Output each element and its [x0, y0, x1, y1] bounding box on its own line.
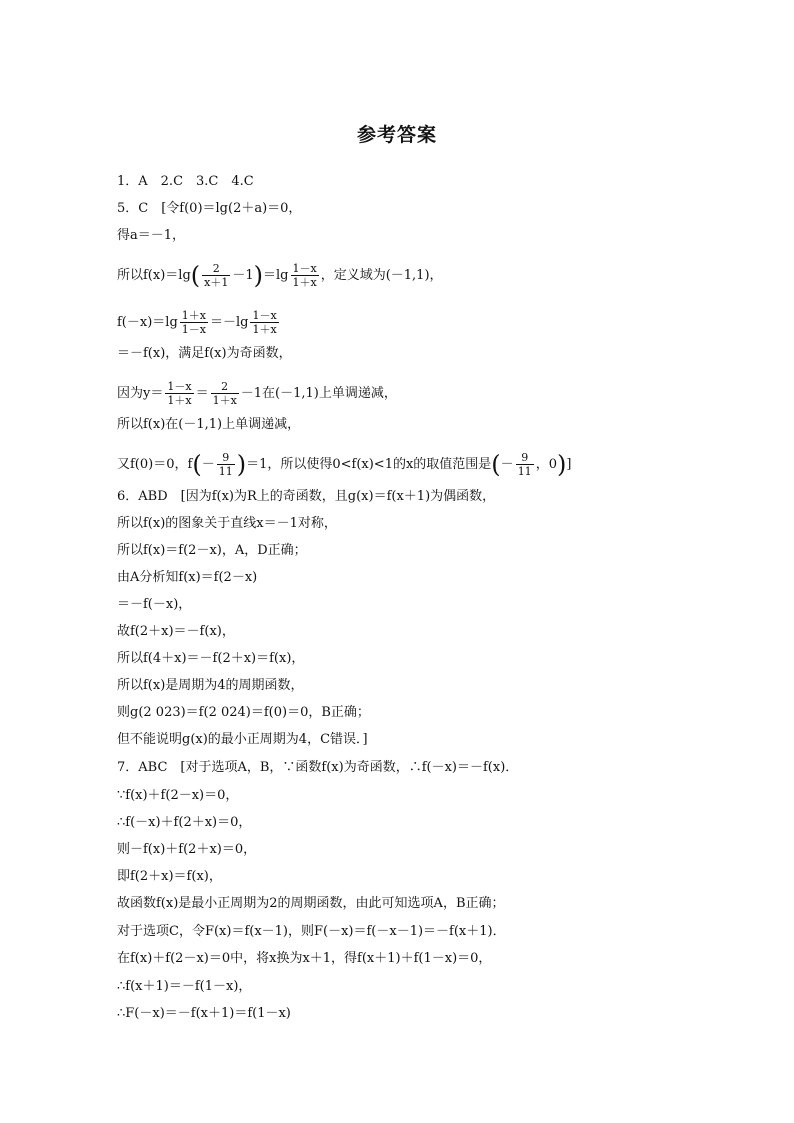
fraction [165, 380, 193, 407]
answer-line-28: ∴f(x＋1)＝－f(1－x)， [117, 979, 252, 994]
text: ，定义域为(－1,1)， [320, 268, 443, 283]
answer-line-4 [117, 262, 443, 289]
answer-line-9 [117, 451, 571, 478]
answer-line-16: 所以f(4＋x)＝－f(2＋x)＝f(x)， [117, 651, 305, 666]
numerator: 1－x [292, 262, 317, 275]
denominator: 1＋x [167, 394, 192, 407]
numerator: 1－x [252, 309, 277, 322]
numerator: 1－x [167, 380, 192, 393]
answer-line-2: 5．C [令f(0)＝lg(2＋a)＝0， [117, 201, 302, 216]
text: ＝ [195, 386, 209, 401]
fraction [202, 262, 230, 289]
answer-line-11: 所以f(x)的图象关于直线x＝－1对称， [117, 516, 337, 531]
denominator: 1－x [181, 323, 206, 336]
answer-line-19: 但不能说明g(x)的最小正周期为4，C错误．] [117, 732, 368, 747]
answer-line-10: 6．ABD [因为f(x)为R上的奇函数，且g(x)＝f(x＋1)为偶函数， [117, 489, 496, 504]
answer-line-29: ∴F(－x)＝－f(x＋1)＝f(1－x) [117, 1006, 291, 1021]
fraction [516, 451, 534, 478]
numerator: 1＋x [181, 309, 206, 322]
text: －1 [232, 268, 254, 283]
answer-line-3: 得a＝－1， [117, 228, 186, 243]
paren-open: ( [192, 450, 202, 479]
answer-line-15: 故f(2＋x)＝－f(x)， [117, 624, 235, 639]
answer-line-12: 所以f(x)＝f(2－x)，A，D正确； [117, 543, 307, 558]
numerator: 2 [211, 380, 239, 394]
paren-open: ( [491, 450, 501, 479]
paren-open: ( [190, 261, 201, 290]
fraction [291, 262, 319, 289]
answer-line-22: ∴f(－x)＋f(2＋x)＝0， [117, 815, 252, 830]
text: ，0 [535, 457, 557, 472]
paren-close: ) [253, 261, 264, 290]
answer-line-7 [117, 380, 397, 407]
denominator: 11 [218, 465, 233, 478]
text: ＝－lg [209, 315, 249, 330]
numerator: 9 [217, 451, 235, 465]
text: ＝1，所以使得0<f(x)<1的x的取值范围是 [246, 457, 492, 472]
text: － [201, 457, 215, 472]
denominator: x＋1 [204, 276, 229, 289]
answer-line-13: 由A分析知f(x)＝f(2－x) [117, 570, 258, 585]
denominator: 1＋x [292, 276, 317, 289]
text: f(－x)＝lg [117, 315, 178, 330]
denominator: 1＋x [212, 394, 237, 407]
answer-line-6: ＝－f(x)，满足f(x)为奇函数， [117, 346, 292, 361]
text: 又f(0)＝0，f [117, 457, 193, 472]
answer-line-20: 7．ABC [对于选项A，B，∵函数f(x)为奇函数，∴f(－x)＝－f(x)． [117, 760, 519, 775]
answer-line-21: ∵f(x)＋f(2－x)＝0， [117, 788, 239, 803]
text: － [500, 457, 514, 472]
answer-line-27: 在f(x)＋f(2－x)＝0中，将x换为x＋1，得f(x＋1)＋f(1－x)＝0， [117, 951, 492, 966]
answer-line-24: 即f(2＋x)＝f(x)， [117, 869, 222, 884]
text: －1在(－1,1)上单调递减， [240, 386, 397, 401]
fraction [217, 451, 235, 478]
text: ] [566, 457, 572, 472]
fraction [250, 309, 278, 336]
page-title: 参考答案 [356, 124, 437, 146]
denominator: 1＋x [252, 323, 277, 336]
answer-line-23: 则－f(x)＋f(2＋x)＝0， [117, 842, 257, 857]
text: 所以f(x)＝lg [117, 268, 191, 283]
numerator: 9 [516, 451, 534, 465]
denominator: 11 [517, 465, 532, 478]
answer-line-25: 故函数f(x)是最小正周期为2的周期函数，由此可知选项A，B正确； [117, 896, 505, 911]
answer-line-8: 所以f(x)在(－1,1)上单调递减， [117, 417, 301, 432]
answer-line-26: 对于选项C，令F(x)＝f(x－1)，则F(－x)＝f(－x－1)＝－f(x＋1)． [117, 924, 506, 939]
fraction [180, 309, 208, 336]
answer-line-17: 所以f(x)是周期为4的周期函数， [117, 678, 304, 693]
answer-line-18: 则g(2 023)＝f(2 024)＝f(0)＝0，B正确； [117, 705, 370, 720]
answer-line-5 [117, 309, 281, 336]
answer-line-14: ＝－f(－x)， [117, 597, 192, 612]
text: ＝lg [263, 268, 289, 283]
fraction [211, 380, 239, 407]
text: 因为y＝ [117, 386, 164, 401]
answer-line-1: 1．A 2.C 3.C 4.C [117, 174, 254, 189]
numerator: 2 [202, 262, 230, 276]
paren-close: ) [556, 450, 567, 479]
paren-close: ) [236, 450, 247, 479]
